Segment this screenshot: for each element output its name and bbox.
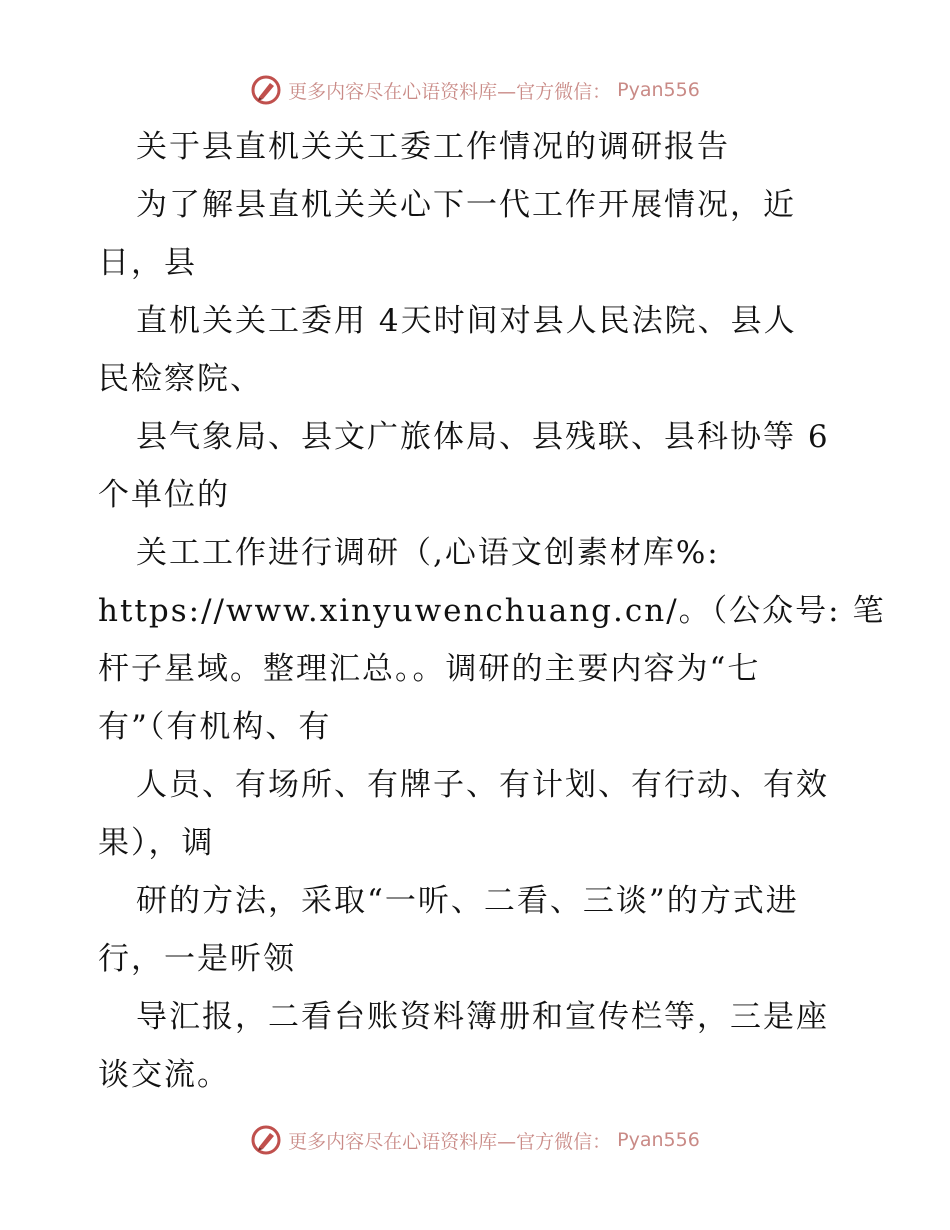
paragraph-line: 人员、有场所、有牌子、有计划、有行动、有效 (136, 767, 829, 803)
paragraph-line: 谈交流。 (98, 1057, 230, 1093)
paragraph-line: https://www.xinyuwenchuang.cn/。（公众号: 笔 (98, 593, 886, 629)
paragraph-line: 民检察院、 (98, 361, 263, 397)
paragraph-line: 行，一是听领 (98, 941, 296, 977)
banner-wechat-id: Pyan556 (617, 1129, 700, 1151)
banner-text: 更多内容尽在心语资料库—官方微信： (288, 80, 612, 103)
header-banner (0, 70, 950, 110)
document-title: 关于县直机关关工委工作情况的调研报告 (136, 129, 730, 165)
paragraph-line: 研的方法，采取“一听、二看、三谈”的方式进 (136, 883, 799, 919)
paragraph-line: 直机关关工委用 4天时间对县人民法院、县人 (136, 303, 797, 339)
paragraph-line: 导汇报，二看台账资料簿册和宣传栏等，三是座 (136, 999, 829, 1035)
paragraph-line: 日，县 (98, 245, 197, 281)
document-body (98, 118, 886, 1104)
paragraph-line: 个单位的 (98, 477, 230, 513)
paragraph-line: 有”（有机构、有 (98, 709, 332, 745)
paragraph-line: 果），调 (98, 825, 215, 861)
pen-logo-icon (250, 1124, 282, 1156)
paragraph-line: 为了解县直机关关心下一代工作开展情况，近 (136, 187, 796, 223)
paragraph-line: 县气象局、县文广旅体局、县残联、县科协等 6 (136, 419, 830, 455)
footer-banner (0, 1120, 950, 1160)
banner-wechat-id: Pyan556 (617, 79, 700, 101)
paragraph-line: 关工工作进行调研（,心语文创素材库%: (136, 535, 720, 571)
paragraph-line: 杆子星域。整理汇总。。调研的主要内容为“七 (98, 651, 761, 687)
banner-text: 更多内容尽在心语资料库—官方微信： (288, 1130, 612, 1153)
pen-logo-icon (250, 74, 282, 106)
